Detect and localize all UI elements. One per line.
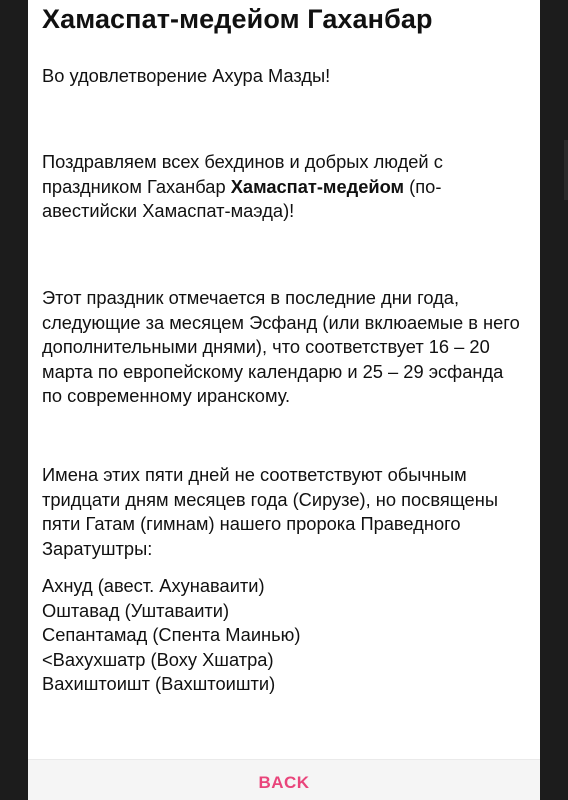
list-item: Оштавад (Уштаваити) bbox=[42, 599, 230, 621]
list-item: Ахнуд (авест. Ахунаваити) bbox=[42, 575, 265, 596]
congratulation-text-start: Поздравляем всех бехдинов и добрых людей с праздником Гаханбар bbox=[42, 151, 443, 197]
side-button bbox=[564, 140, 568, 200]
holiday-name-bold: Хамаспат-медейом bbox=[230, 175, 405, 197]
list-item: Сепантамад (Спента Маинью) bbox=[42, 624, 301, 645]
back-button[interactable]: BACK bbox=[28, 760, 540, 800]
list-item: <Вахухшатр (Воху Хшатра) bbox=[42, 648, 274, 670]
date-paragraph: Этот праздник отмечается в последние дни года, следующие за месяцем Эсфанд (или вклюаемые в него дополнительными днями), что соответствует 16 – 20 марта по европейскому календарю и 25 – 29 эсфанда по современному иранскому. bbox=[42, 287, 520, 406]
list-item: Вахиштоишт (Вахштоишти) bbox=[42, 673, 276, 694]
congratulation-paragraph bbox=[42, 150, 520, 224]
greeting-text: Во удовлетворение Ахура Мазды! bbox=[42, 65, 331, 86]
names-paragraph: Имена этих пяти дней не соответствуют обычным тридцати дням месяцев года (Сирузе), но посвящены пяти Гатам (гимнам) нашего пророка Праведного Заратуштры: bbox=[42, 464, 498, 559]
bottom-bar bbox=[28, 759, 540, 800]
page-title: Хамаспат-медейом Гаханбар bbox=[42, 4, 433, 34]
congratulation-text-end: (по-авестийски Хамаспат-маэда)! bbox=[42, 175, 442, 221]
days-list bbox=[42, 574, 300, 697]
screen bbox=[28, 0, 540, 800]
